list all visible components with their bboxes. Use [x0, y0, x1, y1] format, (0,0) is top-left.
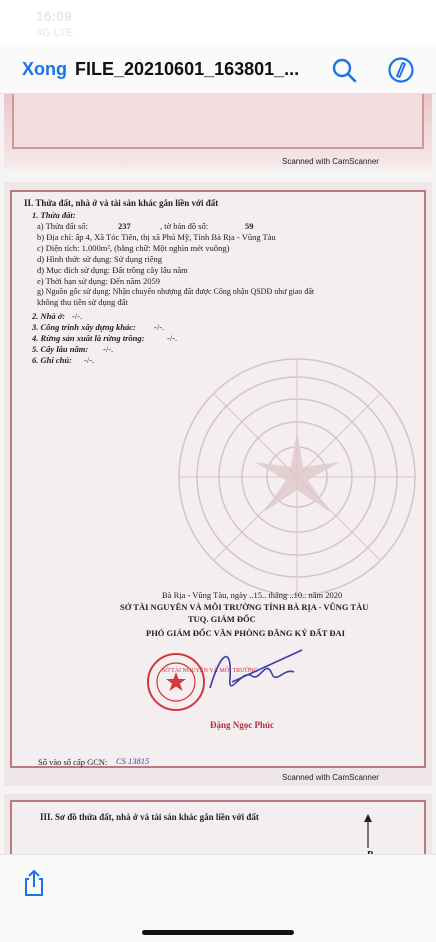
item-3-value: -/-.	[154, 322, 165, 332]
home-indicator	[142, 930, 294, 935]
area-line: c) Diện tích: 1.000m², (bằng chữ: Một nghìn mét vuông)	[37, 243, 230, 253]
map-sheet-no: 59	[245, 221, 254, 231]
item-1-title: 1. Thửa đất:	[32, 210, 76, 220]
use-term-line: e) Thời hạn sử dụng: Đến năm 2059	[37, 276, 160, 286]
markup-icon[interactable]	[387, 56, 415, 84]
done-button[interactable]: Xong	[22, 59, 67, 79]
item-3-label: 3. Công trình xây dựng khác:	[32, 322, 136, 332]
status-bar	[0, 0, 436, 44]
item-2-value: -/-.	[72, 311, 83, 321]
origin-line-1: g) Nguồn gốc sử dụng: Nhận chuyển nhượng đất được Công nhận QSDĐ như giao đất	[37, 287, 315, 296]
item-4-value: -/-.	[167, 333, 178, 343]
origin-line-2: không thu tiền sử dụng đất	[37, 297, 128, 307]
tuq-label: TUQ. GIÁM ĐỐC	[188, 614, 256, 624]
map-sheet-label: , tờ bản đồ số:	[160, 221, 209, 231]
official-stamp-icon	[146, 652, 206, 712]
page-certificate	[4, 182, 432, 786]
item-5-value: -/-.	[103, 344, 114, 354]
section-3-title: III. Sơ đồ thửa đất, nhà ở và tài sản khác gắn liền với đất	[40, 812, 259, 822]
navigation-bar	[0, 44, 436, 94]
registry-number: CS 13815	[116, 756, 150, 766]
section-2-title: II. Thửa đất, nhà ở và tài sản khác gắn liền với đất	[24, 198, 219, 208]
file-title: FILE_20210601_163801_...	[75, 59, 300, 79]
bottom-toolbar	[0, 854, 436, 942]
item-2-label: 2. Nhà ở:	[32, 311, 66, 321]
document-viewer[interactable]	[0, 94, 436, 854]
share-icon[interactable]	[22, 869, 46, 897]
watermark-emblem-icon	[172, 352, 422, 602]
item-6-label: 6. Ghi chú:	[32, 355, 72, 365]
status-time: 16:09	[36, 8, 72, 24]
item-5-label: 5. Cây lâu năm:	[32, 344, 89, 354]
page-border	[12, 94, 424, 149]
stamp-text: SỞ TÀI NGUYÊN VÀ MÔI TRƯỜNG	[162, 668, 258, 674]
scanner-label-2: Scanned with CamScanner	[282, 773, 379, 782]
item-6-value: -/-.	[84, 355, 95, 365]
page-frame	[10, 190, 426, 768]
signature-icon	[202, 638, 312, 708]
search-icon[interactable]	[330, 56, 358, 84]
item-4-label: 4. Rừng sản xuất là rừng trồng:	[32, 333, 145, 343]
use-purpose-line: đ) Mục đích sử dụng: Đất trồng cây lâu năm	[37, 265, 188, 275]
registry-label: Số vào sổ cấp GCN:	[38, 757, 108, 767]
use-form-line: d) Hình thức sử dụng: Sử dụng riêng	[37, 254, 163, 264]
date-line: Bà Rịa - Vũng Tàu, ngày ..15.. tháng ..10.. năm 2020	[162, 590, 343, 600]
parcel-no-label: a) Thửa đất số:	[37, 221, 88, 231]
authority-name: SỞ TÀI NGUYÊN VÀ MÔI TRƯỜNG TỈNH BÀ RỊA - VŨNG TÀU	[120, 602, 369, 612]
deputy-title: PHÓ GIÁM ĐỐC VĂN PHÒNG ĐĂNG KÝ ĐẤT ĐAI	[146, 628, 345, 638]
parcel-no: 237	[118, 221, 131, 231]
signer-name: Đặng Ngọc Phúc	[210, 720, 275, 730]
north-arrow-icon	[362, 814, 374, 850]
address-line: b) Địa chỉ: ấp 4, Xã Tóc Tiên, thị xã Phú Mỹ, Tỉnh Bà Rịa - Vũng Tàu	[37, 232, 276, 242]
status-carrier: 4G LTE	[36, 27, 74, 39]
scanner-label: Scanned with CamScanner	[282, 157, 379, 166]
